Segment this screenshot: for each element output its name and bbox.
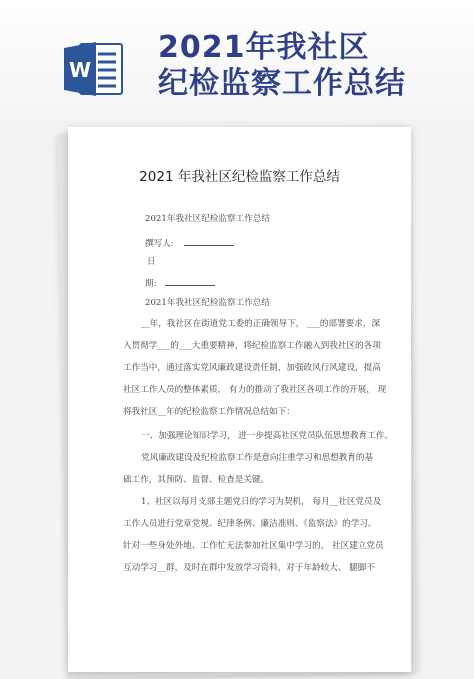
- paragraph-line: 针对一些身处外地、工作忙无法参加社区集中学习的， 社区建立党员: [123, 541, 384, 551]
- author-label: 撰写人:: [145, 239, 174, 249]
- paragraph-2: [123, 425, 393, 447]
- heading-repeat: 2021年我社区纪检监察工作总结: [145, 298, 270, 308]
- document-page: [68, 127, 411, 672]
- word-logo-letter: W: [68, 58, 92, 82]
- banner-title: [158, 30, 406, 102]
- paragraph-line: 社区工作人员的整体素质， 有力的推动了我社区各项工作的开展， 现: [123, 385, 387, 395]
- paragraph-line: 1、社区以每月支部主题党日的学习为契机， 每月__社区党员及: [141, 497, 382, 507]
- paragraph-line: __年，我社区在街道党工委的正确领导下， ___的部署要求，深: [141, 319, 381, 329]
- paragraph-line: 础工作，其预防、监督、检查是关键。: [123, 475, 270, 485]
- author-row: [145, 236, 234, 250]
- paragraph-line: 入贯彻学___的___大重要精神，将纪检监察工作融入到我社区的各项: [123, 341, 381, 351]
- document-title: 2021 年我社区纪检监察工作总结: [139, 169, 340, 185]
- paragraph-line: 工作人员进行党章党规、纪律条例、廉洁准则、《监察法》的学习。: [123, 519, 377, 529]
- paragraph-4: [123, 491, 384, 579]
- date-label-top: 日: [147, 257, 156, 267]
- banner-title-line2: 纪检监察工作总结: [158, 66, 406, 101]
- date-label: 期:: [145, 279, 157, 289]
- banner-title-line1: 2021年我社区: [158, 30, 370, 65]
- author-blank: [184, 236, 234, 246]
- banner: [0, 0, 474, 120]
- paragraph-line: 互动学习__群，及时在群中发放学习资料，对于年龄较大、 腿脚不: [123, 563, 375, 573]
- paragraph-1: [123, 313, 387, 423]
- paragraph-line: 一、加强理论知识学习， 进一步提高社区党员队伍思想教育工作。: [141, 431, 393, 441]
- paragraph-line: 将我社区__年的纪检监察工作情况总结如下：: [123, 407, 295, 417]
- paragraph-line: 党风廉政建设及纪检监察工作是意向注重学习和思想教育的基: [141, 453, 374, 463]
- document-subtitle: 2021年我社区纪检监察工作总结: [145, 214, 270, 224]
- date-blank: [165, 276, 215, 286]
- word-doc-icon: [62, 40, 124, 98]
- paragraph-line: 工作当中，通过落实党风廉政建设责任制，加强政风行风建设，提高: [123, 363, 381, 373]
- date-row: [145, 276, 215, 290]
- paragraph-3: [123, 447, 381, 491]
